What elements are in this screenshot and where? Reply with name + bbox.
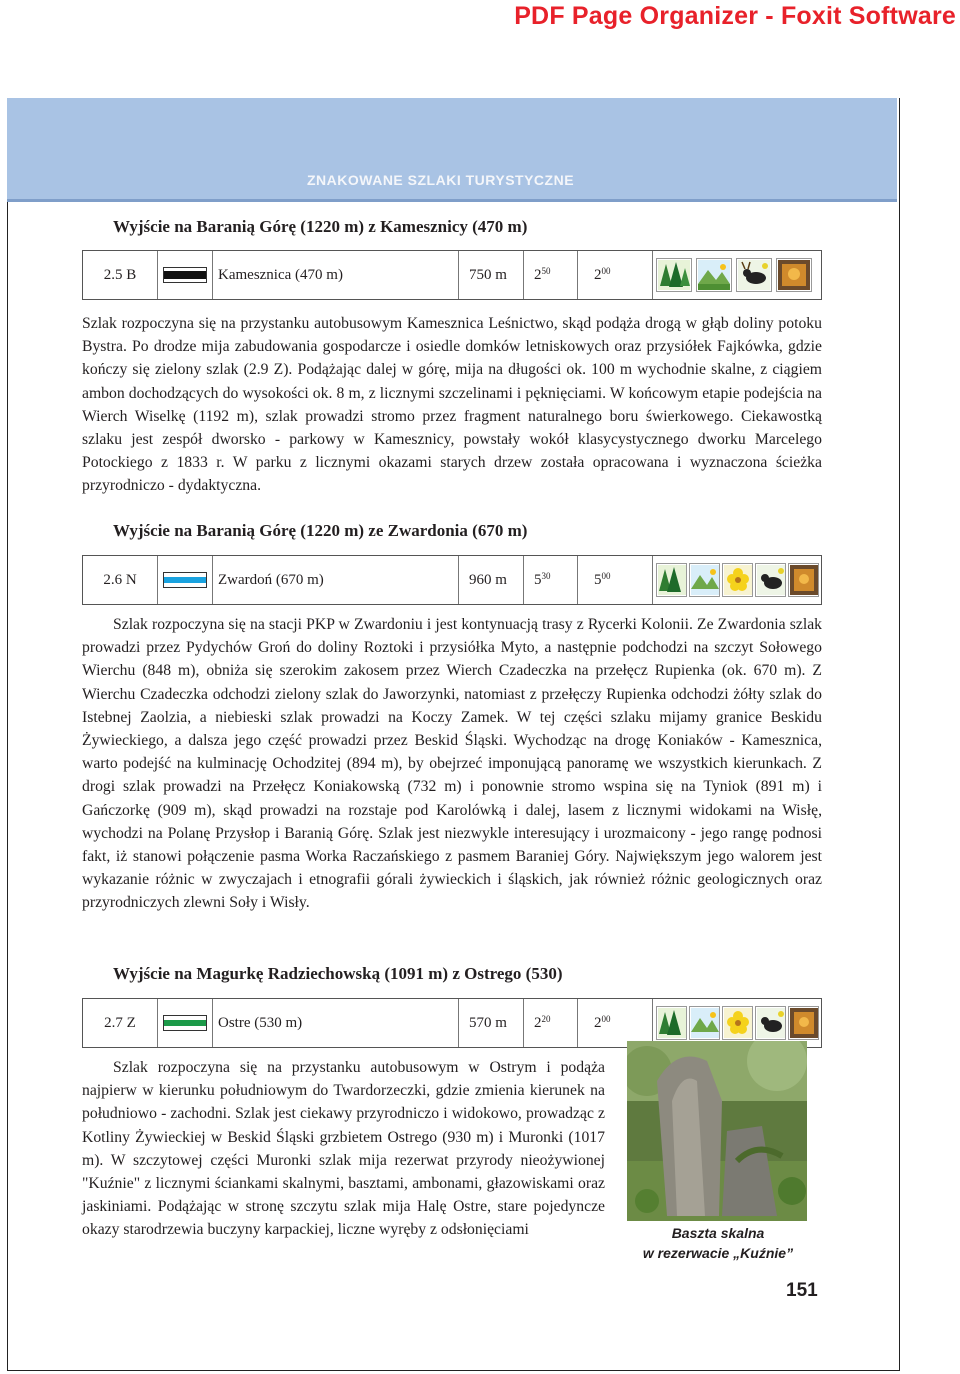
mountain-view-icon	[689, 563, 720, 597]
trail-ascent: 960 m	[469, 571, 507, 588]
section-title: ZNAKOWANE SZLAKI TURYSTYCZNE	[307, 172, 575, 188]
trail-icons	[653, 251, 821, 299]
trail-marker-green	[163, 1015, 207, 1031]
flower-icon	[722, 1006, 753, 1040]
trail-time-down: 5 $^{00}$	[579, 556, 653, 604]
photo-caption: Baszta skalna w rezerwacie „Kuźnie”	[642, 1225, 794, 1261]
trail-start: Ostre (530 m)	[213, 999, 459, 1047]
monument-icon	[776, 258, 812, 292]
trail-ascent: 750 m	[469, 266, 507, 283]
trail-description-3: Szlak rozpoczyna się na przystanku autobusowym w Ostrym i podąża najpierw w kierunku południowym do Twardorzeczki, gdzie zmienia kierunek na południowo - zachodni. Szlak jest ciekawy przyrodniczo i widokowo, prowadząc z Kotliny Żywieckiej w Beskid Śląski grzbietem Ostrego (930 m) i Muronki (1017 m). W szczytowej części Muronki szlak mija rezerwat przyrody nieożywionej "Kuźnie" z licznymi ściankami skalnymi, basztami, ambonami, głazowiskami oraz jaskiniami. Podążając w stronę szczytu szlak mija Halę Ostre, stare pojedyncze okazy starodrzewia buczyny karpackiej, liczne wyręby z odsłonięciami	[82, 1059, 605, 1239]
trail-icons	[653, 999, 821, 1047]
wildlife-icon	[755, 563, 786, 597]
trail-icons	[653, 556, 821, 604]
forest-icon	[656, 563, 687, 597]
trail-time-down: 2 $^{00}$	[579, 251, 653, 299]
trail-ascent: 570 m	[469, 1014, 507, 1031]
trail-time-up: 5 $^{30}$	[523, 556, 578, 604]
trail-info-row-1	[82, 250, 822, 300]
rock-tower-photo	[627, 1041, 807, 1221]
trail-number: 2.6 N	[83, 556, 158, 604]
wildlife-icon	[755, 1006, 786, 1040]
trail-description-1: Szlak rozpoczyna się na przystanku autobusowym Kamesznica Leśnictwo, skąd podąża drogą w głąb doliny potoku Bystra. Po drodze mija zabudowania gospodarcze i osiedle domków letniskowych oraz przysiółek Fajkówka, gdzie kończy się zielony szlak (2.9 Z). Podążając dalej w górę, mija na długości ok. 100 m wychodnie skalne, z ciągiem ambon dochodzących do wysokości ok. 8 m, z licznymi szczelinami i pęknięciami. W końcowym etapie podejścia na Wierch Wiselkę (1192 m), szlak prowadzi stromo przez fragment naturalnego boru świerkowego. Ciekawostką szlaku jest zespół dworsko - parkowy w Kamesznicy, powstały wokół klasycystycznego dworku Marcelego Potockiego z 1833 r. W parku z licznymi okazami starych drzew została opracowana i wyznaczona ścieżka przyrodniczo - dydaktyczna.	[82, 315, 822, 495]
trail-number: 2.7 Z	[83, 999, 158, 1047]
trail-heading-3: Wyjście na Magurkę Radziechowską (1091 m) z Ostrego (530)	[113, 964, 563, 983]
forest-icon	[656, 258, 692, 292]
trail-start: Zwardoń (670 m)	[213, 556, 459, 604]
trail-time-down: 2 $^{00}$	[579, 999, 653, 1047]
trail-marker-blue	[163, 572, 207, 588]
forest-icon	[656, 1006, 687, 1040]
mountain-view-icon	[696, 258, 732, 292]
trail-info-row-2	[82, 555, 822, 605]
watermark-title: PDF Page Organizer - Foxit Software	[514, 2, 956, 30]
monument-icon	[788, 1006, 819, 1040]
trail-time-up: 2 $^{20}$	[523, 999, 578, 1047]
trail-start: Kamesznica (470 m)	[213, 251, 459, 299]
trail-number: 2.5 B	[83, 251, 158, 299]
trail-heading-1: Wyjście na Baranią Górę (1220 m) z Kamesznicy (470 m)	[113, 217, 528, 236]
trail-marker-black	[163, 267, 207, 283]
trail-marker	[158, 251, 213, 299]
mountain-view-icon	[689, 1006, 720, 1040]
page-number: 151	[786, 1280, 818, 1301]
trail-marker	[158, 556, 213, 604]
monument-icon	[788, 563, 819, 597]
flower-icon	[722, 563, 753, 597]
trail-time-up: 2 $^{50}$	[523, 251, 578, 299]
trail-description-2: Szlak rozpoczyna się na stacji PKP w Zwardoniu i jest kontynuacją trasy z Rycerki Kolonii. Ze Zwardonia szlak prowadzi przez Pydychów Groń do doliny Roztoki i przysiółka Myto, a następnie podchodzi na szczyt Sołowego Wierchu (848 m), obniża się szerokim zakosem przez Wierch Czadeczka na przełęcz Rupienka (ok. 670 m). Z Wierchu Czadeczka odchodzi zielony szlak do Jaworzynki, natomiast z przełęczy Rupienka odchodzi żółty szlak do Istebnej Zaolzia, a niebieski szlak prowadzi na Koczy Zamek. W tej części szlaku mijamy granice Beskidu Żywieckiego, a dalsza jego część prowadzi przez Beskid Śląski. Wychodząc na drogę Koniaków - Kamesznica, warto podejść na kulminację Ochodzitej (894 m), by obejrzeć imponującą panoramę we wszystkich kierunkach. Z drogi szlak prowadzi na Przełęcz Koniakowską (732 m) i ponownie stromo wspina się na Tyniok (891 m) i Gańczorkę (909 m), skąd prowadzi na rozstaje pod Karolówką i dalej, lasem z licznymi widokami na Wisłę, wychodzi na Polanę Przysłop i Baranią Górę. Szlak jest niezwykle interesujący i urozmaicony - jego rangę podnosi fakt, iż stanowi połączenie pasma Worka Raczańskiego z pasmem Baraniej Góry. Największym jego walorem jest wykazanie różnic w zwyczajach i etnografii górali żywieckich i śląskich, jak również różnic geologicznych oraz przyrodniczych zlewni Soły i Wisły.	[82, 616, 822, 912]
trail-marker	[158, 999, 213, 1047]
trail-heading-2: Wyjście na Baranią Górę (1220 m) ze Zwardonia (670 m)	[113, 521, 528, 540]
wildlife-icon	[736, 258, 772, 292]
